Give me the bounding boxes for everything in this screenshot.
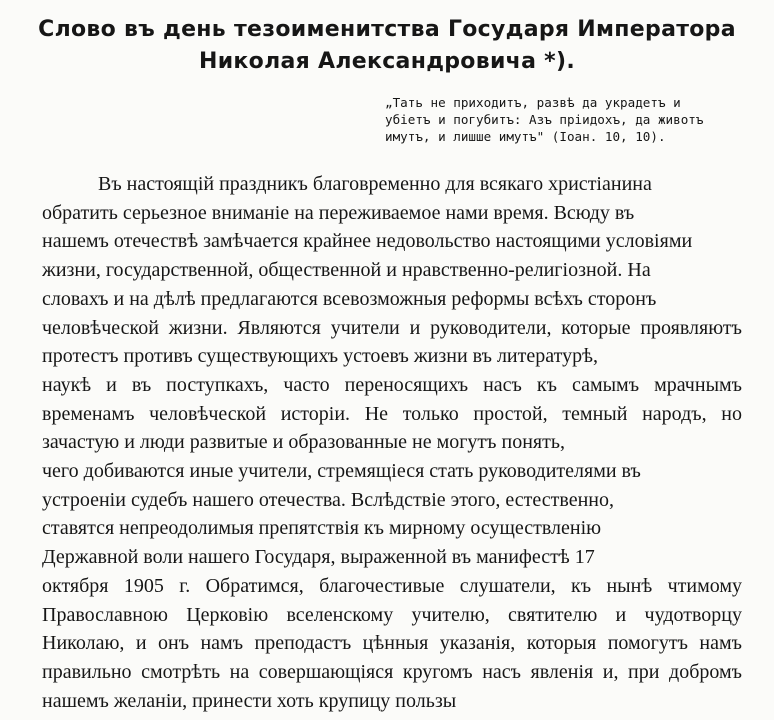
body-text xyxy=(42,170,742,715)
body-line: устроеніи судебъ нашего отечества. Вслѣдствіе этого, естественно, xyxy=(42,488,614,511)
body-line: наукѣ и въ поступкахъ, часто переносящихъ насъ къ самымъ мрачнымъ временамъ человѣческой исторіи. Не только простой, темный народъ, но зачастую и люди развитые и образованные не могутъ понять, xyxy=(42,373,742,454)
body-line: ставятся непреодолимыя препятствія къ мирному осуществленію xyxy=(42,517,602,540)
body-line: Въ настоящій праздникъ благовременно для всякаго христіанина xyxy=(98,173,652,195)
epigraph xyxy=(385,94,755,145)
body-line: словахъ и на дѣлѣ предлагаются всевозможныя реформы всѣхъ сторонъ xyxy=(42,287,657,310)
epigraph-line-2: убіетъ и погубитъ: Азъ пріидохъ, да животъ xyxy=(385,112,704,127)
body-line: Державной воли нашего Государя, выраженной въ манифестѣ 17 xyxy=(42,546,595,569)
body-line: октября 1905 г. Обратимся, благочестивые слушатели, къ нынѣ чтимому Православною Церковію вселенскому учителю, святителю и чудотворцу Николаю, и онъ намъ преподастъ цѣнныя указанія, которыя помогутъ намъ правильно смотрѣть на совершающіяся кругомъ насъ явленія и, при добромъ нашемъ желаніи, принести хоть крупицу пользы xyxy=(42,574,742,712)
title-line-2: Николая Александровича *). xyxy=(199,49,575,74)
body-line: человѣческой жизни. Являются учители и руководители, которые проявляютъ протестъ противъ существующихъ устоевъ жизни въ литературѣ, xyxy=(42,316,742,368)
body-line: обратить серьезное вниманіе на переживаемое нами время. Всюду въ xyxy=(42,201,635,224)
body-line: жизни, государственной, общественной и нравственно-религіозной. На xyxy=(42,259,651,282)
epigraph-line-3: имутъ, и лишше имутъ" (Іоан. 10, 10). xyxy=(385,129,666,144)
title-line-1: Слово въ день тезоименитства Государя Императора xyxy=(38,17,736,42)
body-line: нашемъ отечествѣ замѣчается крайнее недовольство настоящими условіями xyxy=(42,230,693,253)
page-title xyxy=(20,14,754,78)
body-line: чего добиваются иные учители, стремящіеся стать руководителями въ xyxy=(42,460,641,483)
epigraph-line-1: „Тать не приходитъ, развѣ да украдетъ и xyxy=(385,95,681,110)
